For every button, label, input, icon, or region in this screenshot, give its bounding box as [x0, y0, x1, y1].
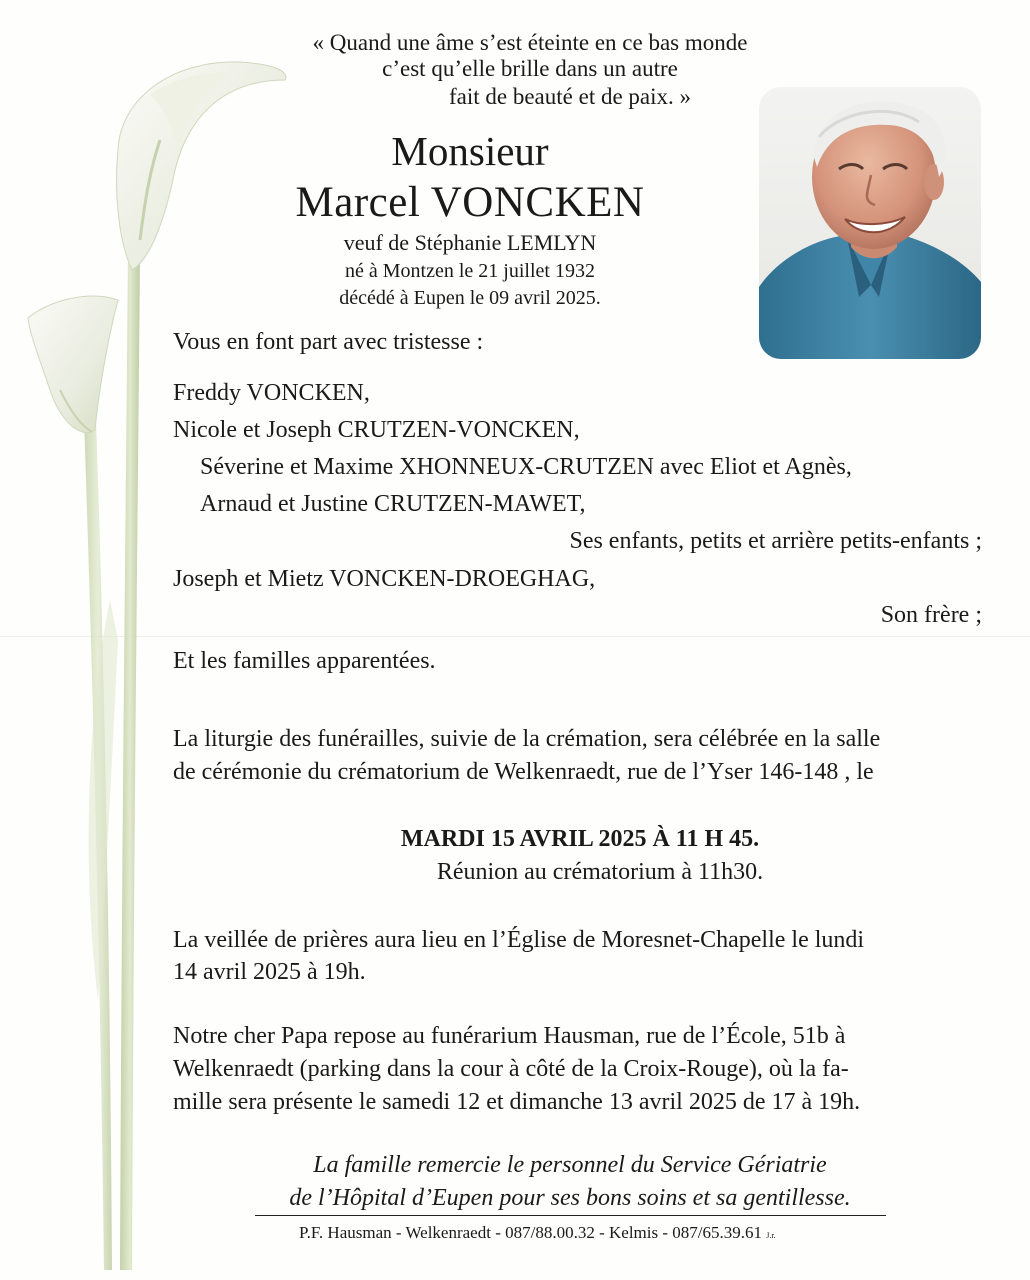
portrait-photo — [759, 87, 981, 359]
quote-line-2: c’est qu’elle brille dans un autre — [382, 56, 678, 81]
death-line: décédé à Eupen le 09 avril 2025. — [339, 287, 601, 309]
intro-line: Vous en font part avec tristesse : — [173, 329, 484, 355]
birth-line: né à Montzen le 21 juillet 1932 — [345, 260, 595, 282]
footer-divider — [255, 1215, 886, 1216]
spouse-line: veuf de Stéphanie LEMLYN — [343, 230, 597, 255]
ceremony-meeting: Réunion au crématorium à 11h30. — [436, 859, 764, 885]
vigil-line-2: 14 avril 2025 à 19h. — [173, 959, 366, 985]
thanks-line-1: La famille remercie le personnel du Service Gériatrie — [313, 1152, 827, 1178]
quote-line-1: « Quand une âme s’est éteinte en ce bas monde — [312, 30, 748, 55]
quote-line-3: fait de beauté et de paix. » — [448, 84, 692, 109]
footer-contact: P.F. Hausman - Welkenraedt - 087/88.00.32 - Kelmis - 087/65.39.61 — [299, 1223, 762, 1242]
family-relation: Son frère ; — [880, 602, 982, 628]
funeral-home-footer — [299, 1224, 776, 1241]
family-member: Et les familles apparentées. — [173, 648, 436, 674]
printer-mark: J.r. — [766, 1231, 776, 1240]
family-member: Joseph et Mietz VONCKEN-DROEGHAG, — [173, 566, 596, 592]
ceremony-line-2: de cérémonie du crématorium de Welkenraedt, rue de l’Yser 146-148 , le — [173, 759, 874, 785]
family-member: Séverine et Maxime XHONNEUX-CRUTZEN avec Eliot et Agnès, — [200, 454, 852, 480]
viewing-line-1: Notre cher Papa repose au funérarium Hausman, rue de l’École, 51b à — [173, 1023, 846, 1049]
viewing-line-3: mille sera présente le samedi 12 et dimanche 13 avril 2025 de 17 à 19h. — [173, 1089, 861, 1115]
family-member: Arnaud et Justine CRUTZEN-MAWET, — [200, 491, 586, 517]
viewing-line-2: Welkenraedt (parking dans la cour à côté de la Croix-Rouge), où la fa- — [173, 1056, 849, 1082]
family-member: Freddy VONCKEN, — [173, 380, 370, 406]
ceremony-date: MARDI 15 AVRIL 2025 À 11 H 45. — [400, 826, 760, 852]
family-member: Nicole et Joseph CRUTZEN-VONCKEN, — [173, 417, 580, 443]
family-relation: Ses enfants, petits et arrière petits-enfants ; — [569, 528, 982, 554]
vigil-line-1: La veillée de prières aura lieu en l’Église de Moresnet-Chapelle le lundi — [173, 927, 865, 953]
thanks-line-2: de l’Hôpital d’Eupen pour ses bons soins et sa gentillesse. — [289, 1185, 851, 1211]
honorific: Monsieur — [391, 128, 549, 174]
ceremony-line-1: La liturgie des funérailles, suivie de la crémation, sera célébrée en la salle — [173, 726, 881, 752]
deceased-name: Marcel VONCKEN — [295, 179, 645, 226]
